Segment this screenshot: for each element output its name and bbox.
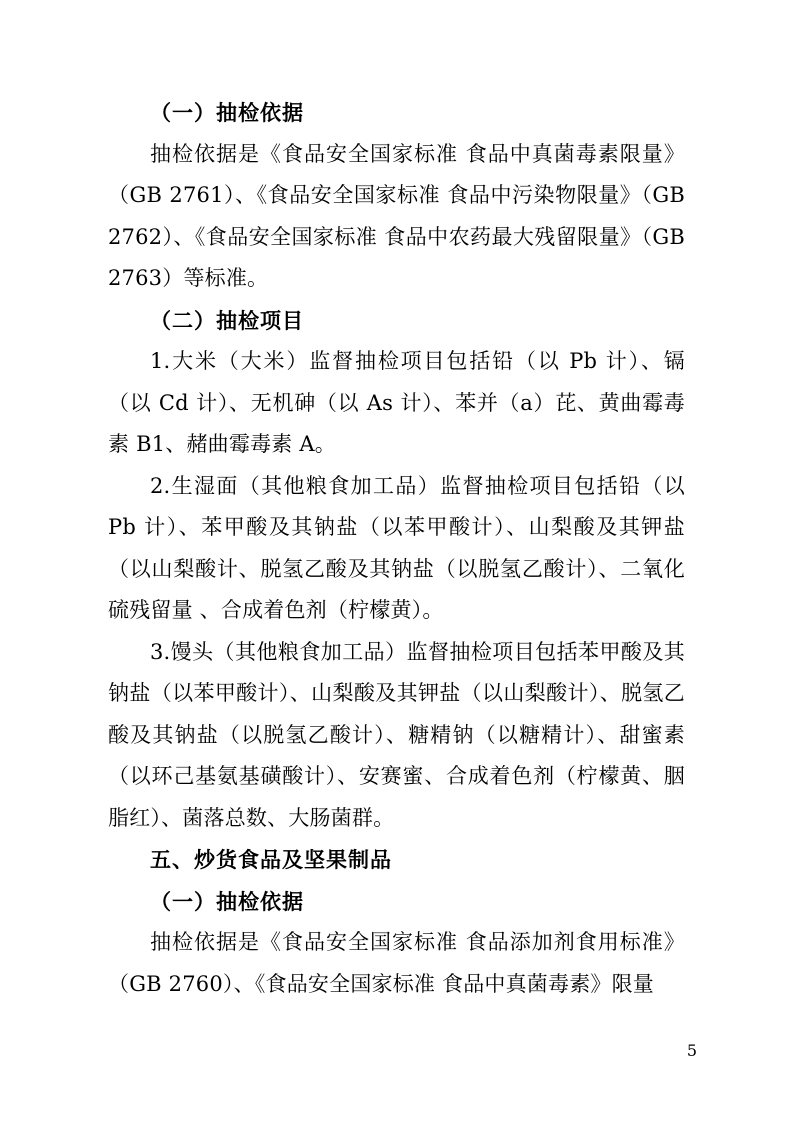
section-heading-sampling-items: （二）抽检项目 — [150, 307, 304, 333]
section-heading-sampling-basis-2: （一）抽检依据 — [150, 888, 304, 914]
section-heading-sampling-basis-1: （一）抽检依据 — [150, 100, 304, 125]
page-number: 5 — [686, 1041, 697, 1060]
document-body — [108, 92, 685, 1005]
paragraph-item-rice: 1.大米（大米）监督抽检项目包括铅（以 Pb 计）、镉（以 Cd 计）、无机砷（以 As 计）、苯并（a）芘、黄曲霉毒素 B1、赭曲霉毒素 A。 — [108, 349, 685, 456]
section-heading-roasted-nuts: 五、炒货食品及坚果制品 — [150, 847, 392, 872]
paragraph-item-wet-noodles: 2.生湿面（其他粮食加工品）监督抽检项目包括铅（以 Pb 计）、苯甲酸及其钠盐（以苯甲酸计）、山梨酸及其钾盐 （以山梨酸计、脱氢乙酸及其钠盐（以脱氢乙酸计）、二氧化硫残留量 、合成着色剂（柠檬黄）。 — [108, 473, 685, 622]
paragraph-sampling-basis-2: 抽检依据是《食品安全国家标准 食品添加剂食用标准》（GB 2760）、《食品安全国家标准 食品中真菌毒素》限量 — [108, 930, 685, 996]
paragraph-sampling-basis-1: 抽检依据是《食品安全国家标准 食品中真菌毒素限量》（GB 2761）、《食品安全国家标准 食品中污染物限量》（GB 2762）、《食品安全国家标准 食品中农药最大残留限量》（GB 2763）等标准。 — [108, 141, 685, 290]
paragraph-item-steamed-bun: 3.馒头（其他粮食加工品）监督抽检项目包括苯甲酸及其钠盐（以苯甲酸计）、山梨酸及其钾盐（以山梨酸计）、脱氢乙酸及其钠盐（以脱氢乙酸计）、糖精钠（以糖精计）、甜蜜素（以环己基氨基磺酸计）、安赛蜜、合成着色剂（柠檬黄、胭脂红）、菌落总数、大肠菌群。 — [108, 639, 685, 830]
